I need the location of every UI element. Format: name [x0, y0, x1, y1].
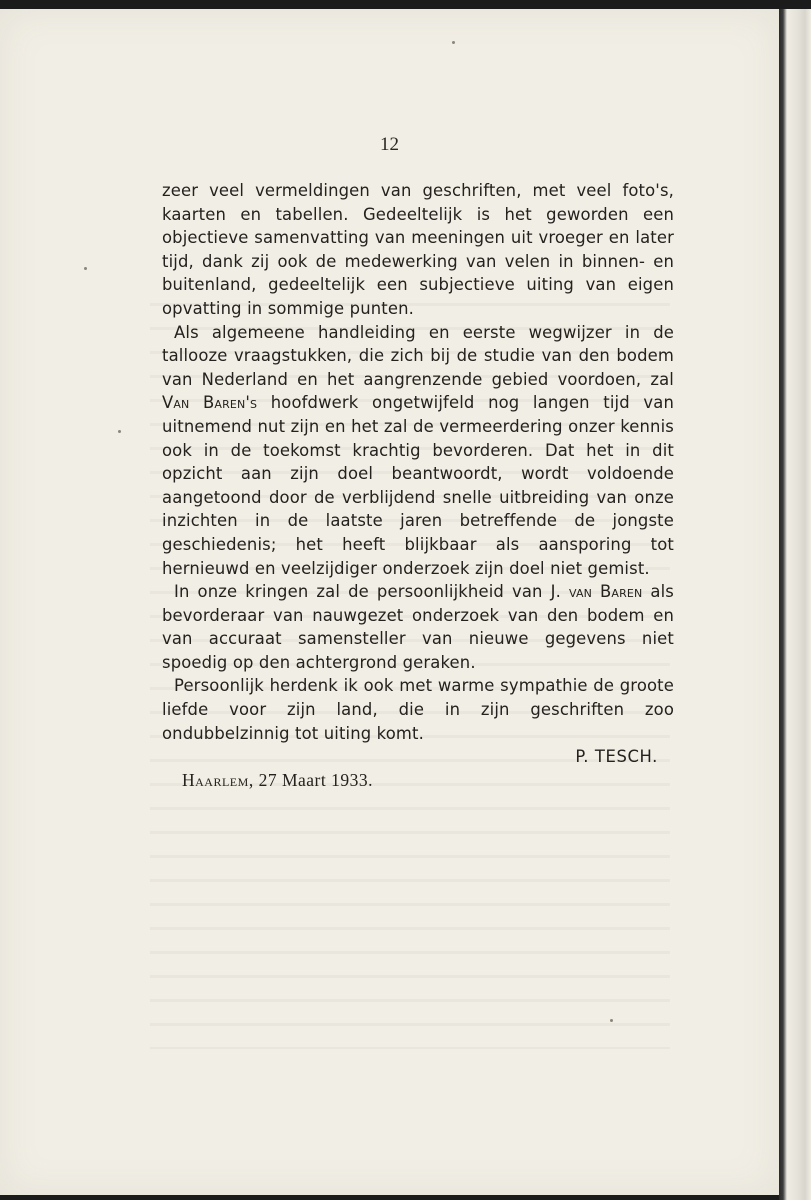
body-text — [162, 179, 674, 792]
dateline-place: Haarlem — [182, 769, 249, 790]
dateline — [162, 769, 674, 793]
paper-speck — [84, 267, 87, 270]
dateline-date: , 27 Maart 1933. — [248, 769, 373, 790]
paragraph-2 — [162, 321, 674, 581]
paragraph-1: zeer veel vermeldingen van geschriften, met veel foto's, kaarten en tabellen. Gedeeltelijk is het geworden een objectieve samenvatting van meeningen uit vroeger en later tijd, dank zij ook de medewerking van velen in binnen- en buitenland, gedeeltelijk een subjectieve uiting van eigen opvatting in sommige punten. — [162, 181, 674, 318]
paragraph-3-text-b: als bevorderaar van nauwgezet onderzoek van den bodem en van accuraat samensteller van nieuwe gegevens niet spoedig op den achtergrond geraken. — [162, 582, 674, 672]
paragraph-4: Persoonlijk herdenk ik ook met warme sympathie de groote liefde voor zijn land, die in zijn geschriften zoo ondubbelzinnig tot uiting komt. — [162, 676, 674, 743]
paragraph-3-text-a: In onze kringen zal de persoonlijkheid van J. — [174, 582, 569, 602]
paper-speck — [118, 430, 121, 433]
paper-sheet — [0, 9, 779, 1195]
paragraph-3 — [162, 580, 674, 674]
author-name-van-baren: Van Baren's — [162, 393, 258, 413]
paper-speck — [452, 41, 455, 44]
page-edge — [779, 9, 811, 1200]
author-name-van-baren-2: van Baren — [568, 582, 643, 602]
page-number: 12 — [380, 134, 399, 155]
signature: P. TESCH. — [575, 747, 658, 767]
paragraph-2-text-b: hoofdwerk ongetwijfeld nog langen tijd van uitnemend nut zijn en het zal de vermeerdering onzer kennis ook in de toekomst krachtig bevorderen. Dat het in dit opzicht aan zijn doel beantwoordt, wordt voldoende aangetoond door de verblijdend snelle uitbreiding van onze inzichten in de laatste jaren betreffende de jongste geschiedenis; het heeft blijkbaar als aansporing tot hernieuwd en veelzijdiger onderzoek zijn doel niet gemist. — [162, 393, 674, 578]
paragraph-2-text-a: Als algemeene handleiding en eerste wegwijzer in de tallooze vraagstukken, die zich bij de studie van den bodem van Nederland en het aangrenzende gebied voordoen, zal — [162, 322, 674, 389]
paper-speck — [610, 1019, 613, 1022]
